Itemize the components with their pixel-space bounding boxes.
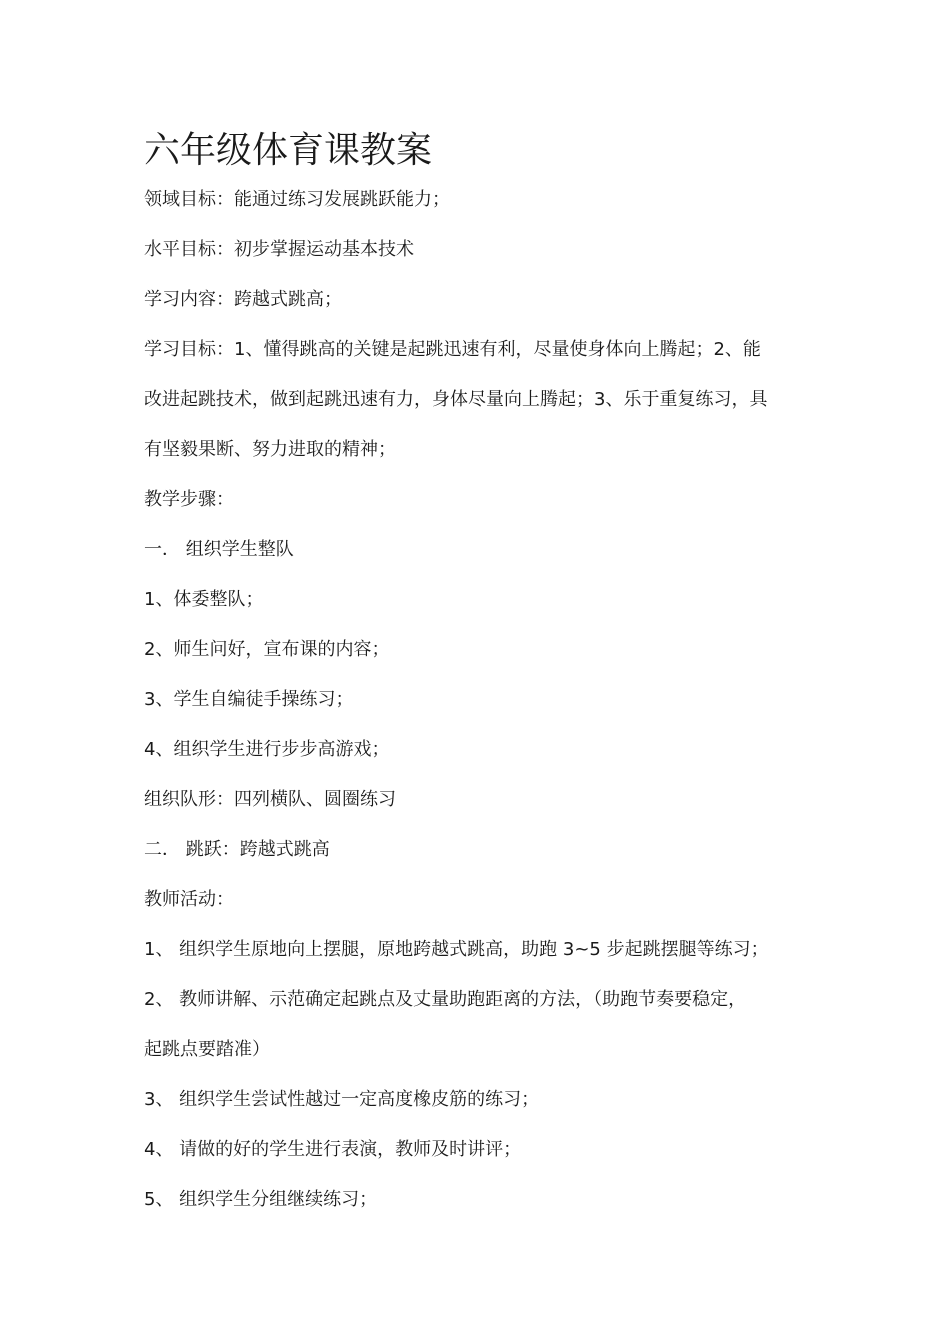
list-item: 1、 组织学生原地向上摆腿，原地跨越式跳高，助跑 3~5 步起跳摆腿等练习；	[144, 939, 769, 960]
list-item: 1、体委整队；	[144, 589, 264, 610]
paragraph-learning-content: 学习内容：跨越式跳高；	[144, 289, 342, 310]
list-item: 5、 组织学生分组继续练习；	[144, 1189, 378, 1210]
document-body	[144, 175, 812, 1225]
section-heading-one: 一． 组织学生整队	[144, 539, 294, 560]
list-item: 4、 请做的好的学生进行表演，教师及时讲评；	[144, 1139, 522, 1160]
paragraph-learning-goal-line-3: 有坚毅果断、努力进取的精神；	[144, 439, 396, 460]
paragraph-domain-goal: 领域目标：能通过练习发展跳跃能力；	[144, 189, 450, 210]
list-item: 2、师生问好，宣布课的内容；	[144, 639, 390, 660]
section-teaching-steps: 教学步骤：	[144, 489, 234, 510]
section-heading-two: 二． 跳跃：跨越式跳高	[144, 839, 330, 860]
page-title: 六年级体育课教案	[144, 130, 433, 171]
list-item: 2、 教师讲解、示范确定起跳点及丈量助跑距离的方法，（助跑节奏要稳定，	[144, 989, 747, 1010]
paragraph-learning-goal-line-2: 改进起跳技术，做到起跳迅速有力，身体尽量向上腾起；3、乐于重复练习，具	[144, 389, 768, 410]
paragraph-level-goal: 水平目标：初步掌握运动基本技术	[144, 239, 414, 260]
paragraph-teacher-activity: 教师活动：	[144, 889, 234, 910]
paragraph-formation: 组织队形：四列横队、圆圈练习	[144, 789, 396, 810]
list-item: 3、 组织学生尝试性越过一定高度橡皮筋的练习；	[144, 1089, 540, 1110]
list-item: 4、组织学生进行步步高游戏；	[144, 739, 390, 760]
paragraph-learning-goal-line-1: 学习目标：1、懂得跳高的关键是起跳迅速有利，尽量使身体向上腾起；2、能	[144, 339, 761, 360]
list-item-continuation: 起跳点要踏准）	[144, 1039, 270, 1060]
list-item: 3、学生自编徒手操练习；	[144, 689, 354, 710]
